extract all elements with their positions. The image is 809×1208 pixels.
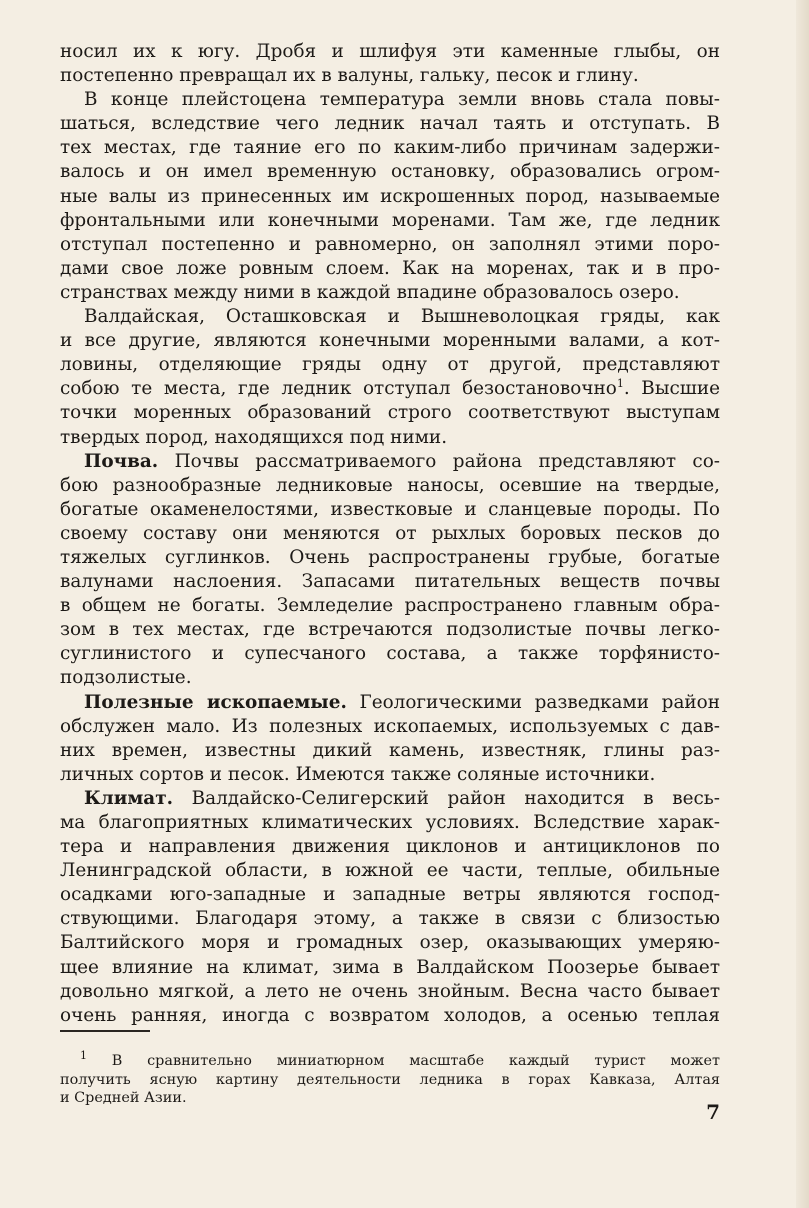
text-segment: Почвы рассматриваемого района представляют со- bbox=[158, 450, 720, 472]
text-line: точки моренных образований строго соответствуют выступам bbox=[60, 402, 720, 424]
text-line: довольно мягкой, а лето не очень знойным. Весна часто бывает bbox=[60, 980, 720, 1002]
text-segment: Валдайско-Селигерский район находится в весь- bbox=[173, 787, 720, 809]
text-line: ма благоприятных климатических условиях. Вследствие харак- bbox=[60, 812, 720, 833]
footnote-divider bbox=[60, 1030, 150, 1032]
section-heading-soil: Почва. bbox=[84, 450, 159, 472]
text-line: Ленинградской области, в южной ее части, теплые, обильные bbox=[60, 860, 720, 882]
text-line-with-footnote-ref bbox=[60, 377, 720, 401]
text-line-with-heading bbox=[60, 787, 720, 811]
footnote-reference: 1 bbox=[616, 377, 624, 391]
footnote-line: и Средней Азии. bbox=[60, 1090, 187, 1107]
text-line: ные валы из принесенных им искрошенных пород, называемые bbox=[60, 185, 720, 207]
text-line: ствующими. Благодаря этому, а также в связи с близостью bbox=[60, 908, 720, 930]
text-segment: собою те места, где ледник отступал безостановочно bbox=[60, 378, 617, 400]
page-number: 7 bbox=[706, 1100, 720, 1124]
text-segment: Геологическими разведками район bbox=[346, 691, 721, 713]
text-line: своему составу они меняются от рыхлых боровых песков до bbox=[60, 522, 720, 544]
text-line: осадками юго-западные и западные ветры являются господ- bbox=[60, 884, 720, 906]
text-line: отступал постепенно и равномерно, он заполнял этими поро- bbox=[60, 233, 720, 255]
text-line: ловины, отделяющие гряды одну от другой, представляют bbox=[60, 354, 720, 376]
footnote-line bbox=[60, 1049, 720, 1071]
text-segment: . Высшие bbox=[623, 378, 721, 400]
text-line-with-heading bbox=[60, 691, 720, 715]
text-line: валунами наслоения. Запасами питательных веществ почвы bbox=[60, 571, 720, 593]
footnote-marker: 1 bbox=[80, 1049, 87, 1063]
text-line: В конце плейстоцена температура земли вновь стала повы- bbox=[84, 89, 720, 111]
text-line: Балтийского моря и громадных озер, оказывающих умеряю- bbox=[60, 932, 720, 954]
text-line: очень ранняя, иногда с возвратом холодов, а осенью теплая bbox=[60, 1004, 720, 1026]
text-line: Валдайская, Осташковская и Вышневолоцкая гряды, как bbox=[84, 306, 720, 328]
text-line: подзолистые. bbox=[60, 667, 192, 689]
page-edge-shadow bbox=[796, 0, 809, 1208]
text-line: щее влияние на климат, зима в Валдайском Поозерье бывает bbox=[60, 956, 720, 978]
text-line: бою разнообразные ледниковые наносы, осевшие на твердые, bbox=[60, 474, 720, 496]
text-line: них времен, известны дикий камень, известняк, глины раз- bbox=[60, 739, 720, 761]
text-line: тех местах, где таяние его по каким-либо причинам задержи- bbox=[60, 137, 720, 159]
text-line: в общем не богаты. Земледелие распространено главным обра- bbox=[60, 595, 720, 617]
footnote bbox=[60, 1049, 720, 1108]
text-line: и все другие, являются конечными моренными валами, а кот- bbox=[60, 330, 720, 352]
text-segment: В сравнительно миниатюрном масштабе каждый турист может bbox=[111, 1053, 720, 1069]
text-line-with-heading bbox=[60, 450, 720, 474]
text-line: валось и он имел временную остановку, образовались огром- bbox=[60, 161, 720, 183]
text-line: тера и направления движения циклонов и антициклонов по bbox=[60, 836, 720, 858]
section-heading-climate: Климат. bbox=[84, 787, 174, 809]
text-line: зом в тех местах, где встречаются подзолистые почвы легко- bbox=[60, 619, 720, 641]
footnote-line: получить ясную картину деятельности ледника в горах Кавказа, Алтая bbox=[60, 1071, 720, 1088]
text-line: суглинистого и супесчаного состава, а также торфянисто- bbox=[60, 643, 720, 665]
body-text bbox=[60, 40, 720, 1028]
text-line: личных сортов и песок. Имеются также соляные источники. bbox=[60, 763, 656, 785]
text-line: фронтальными или конечными моренами. Там же, где ледник bbox=[60, 209, 720, 231]
text-line: тяжелых суглинков. Очень распространены грубые, богатые bbox=[60, 546, 720, 568]
section-heading-minerals: Полезные ископаемые. bbox=[84, 691, 347, 713]
text-line: шаться, вследствие чего ледник начал таять и отступать. В bbox=[60, 113, 720, 135]
text-line: дами свое ложе ровным слоем. Как на моренах, так и в про- bbox=[60, 257, 720, 279]
text-line: богатые окаменелостями, известковые и сланцевые породы. По bbox=[60, 498, 720, 520]
text-line: странствах между ними в каждой впадине образовалось озеро. bbox=[60, 281, 680, 303]
text-line: твердых пород, находящихся под ними. bbox=[60, 426, 448, 448]
text-line: носил их к югу. Дробя и шлифуя эти каменные глыбы, он bbox=[60, 41, 720, 62]
text-line: обслужен мало. Из полезных ископаемых, используемых с дав- bbox=[60, 715, 720, 737]
text-line: постепенно превращал их в валуны, гальку, песок и глину. bbox=[60, 65, 639, 87]
